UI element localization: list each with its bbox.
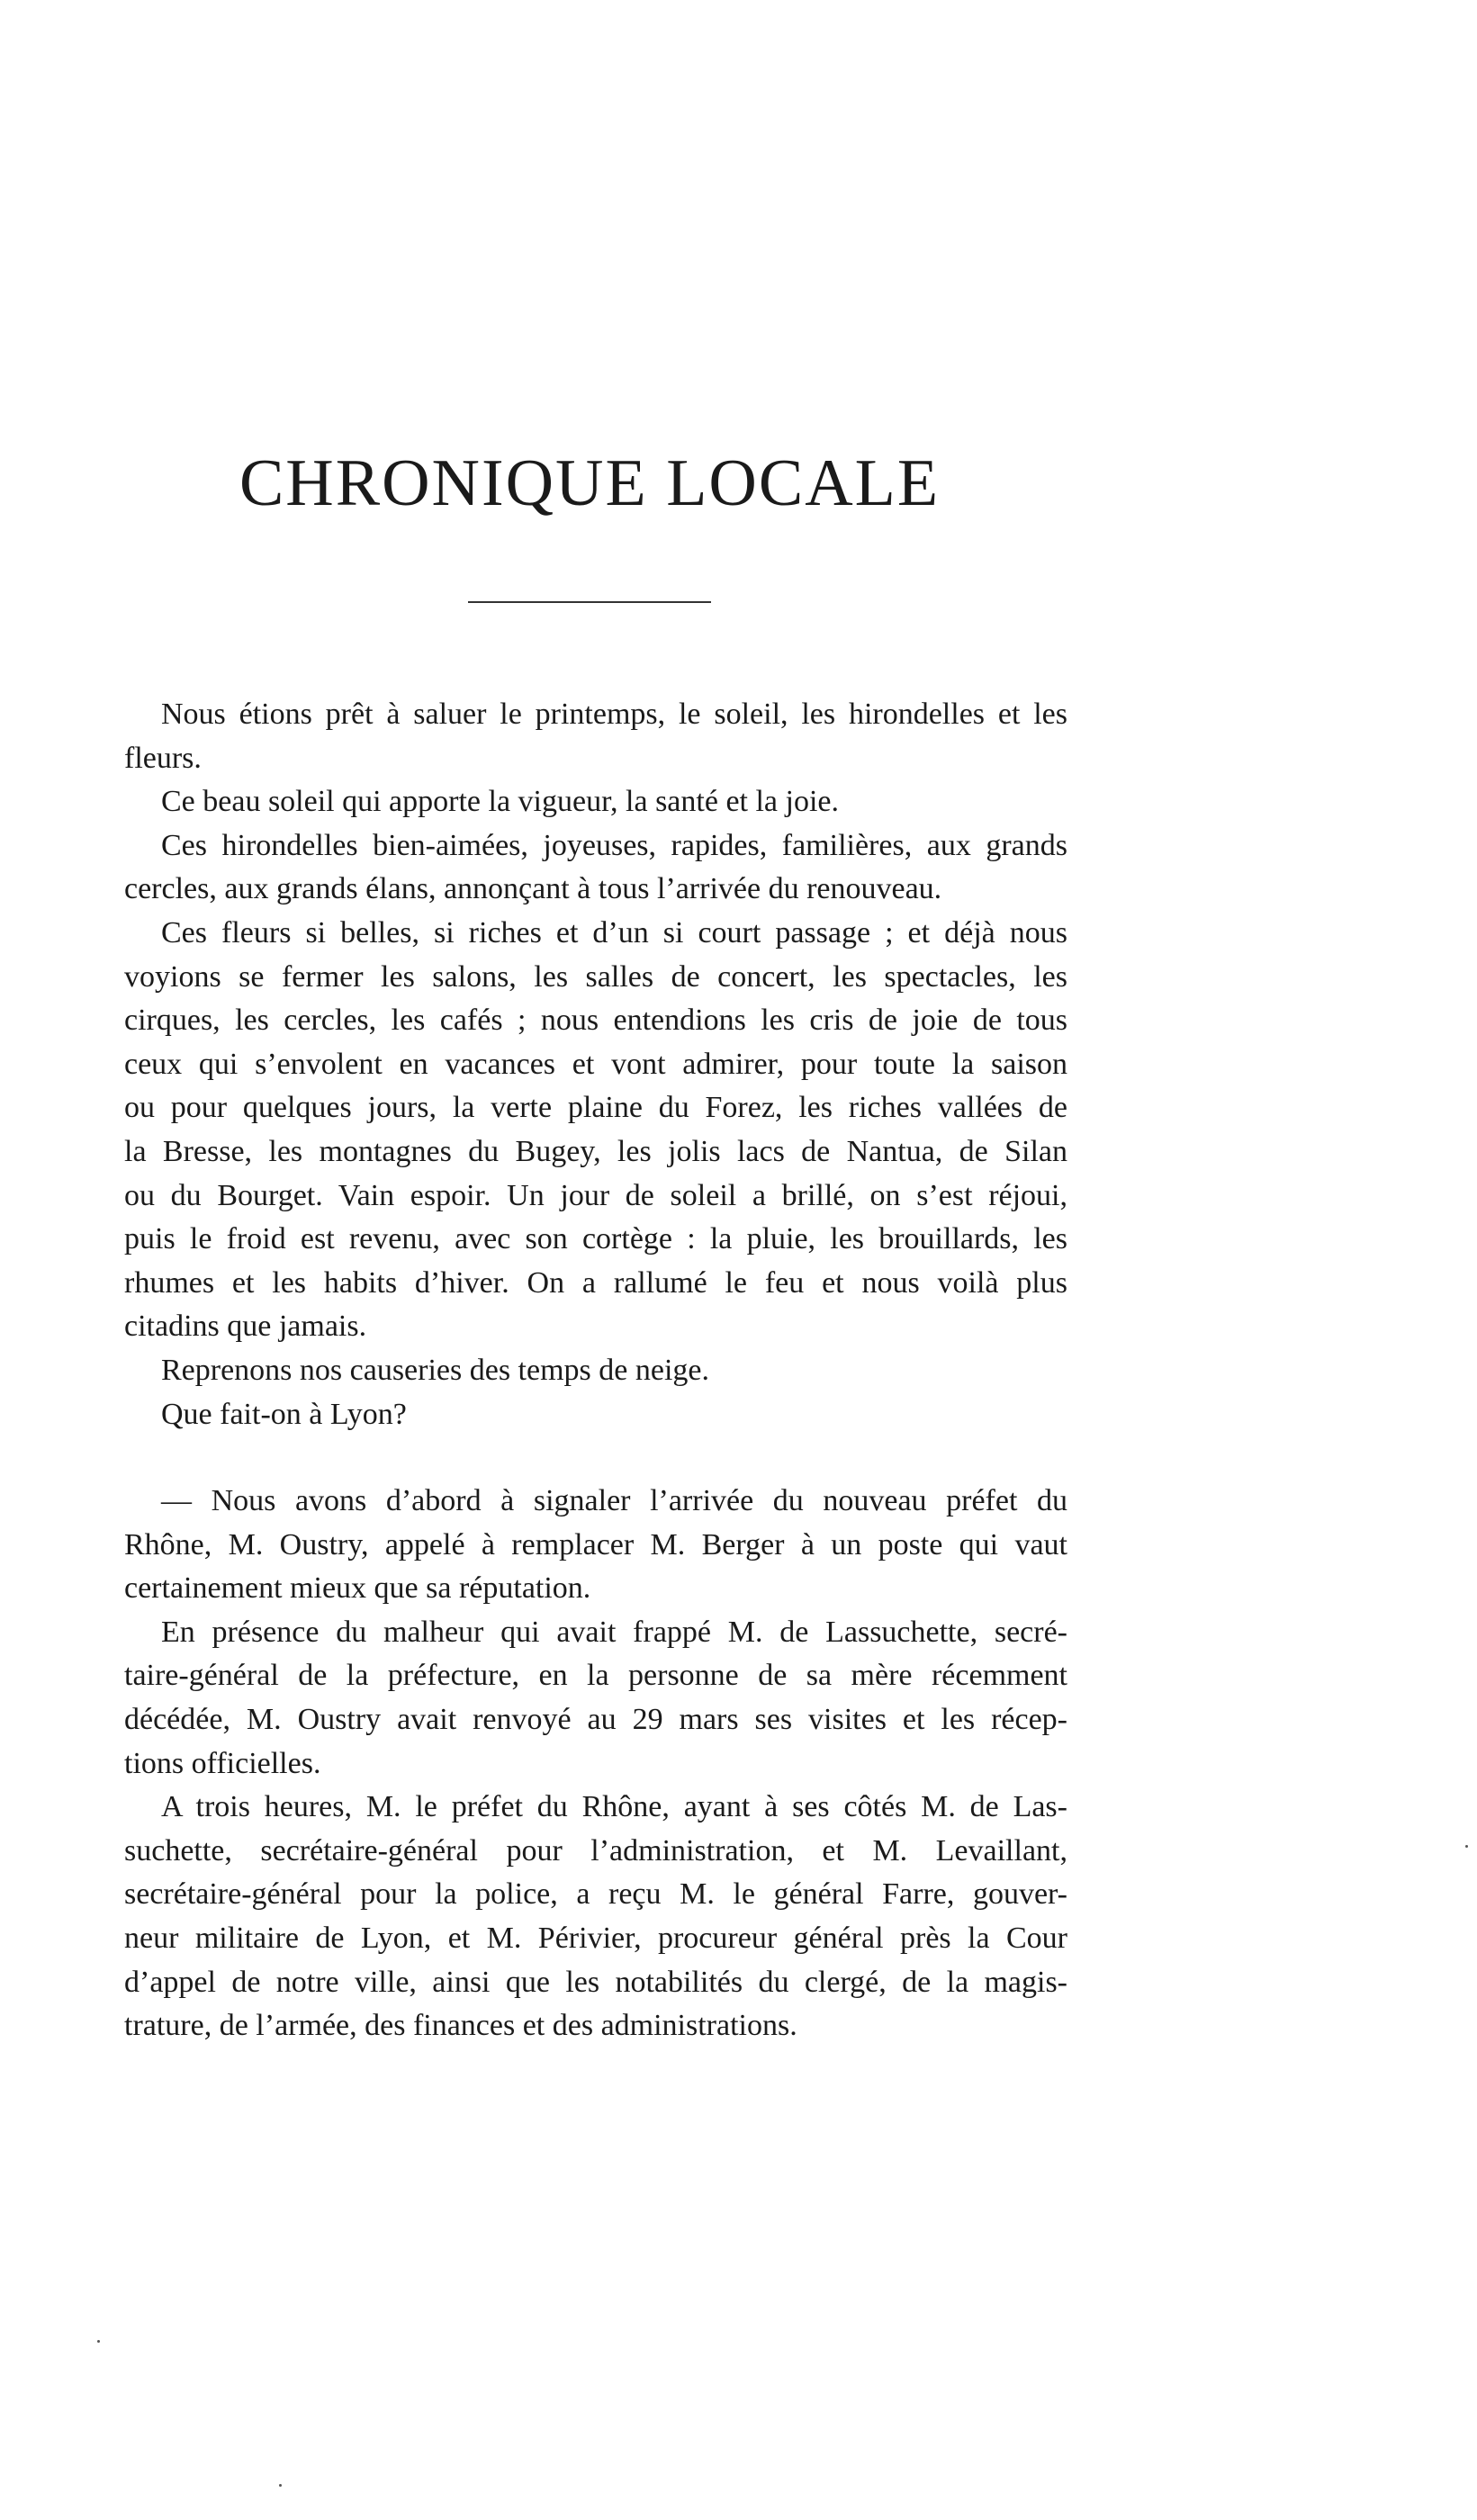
text-line: neur militaire de Lyon, et M. Périvier, procureur général près la Cour: [124, 1922, 1067, 1956]
text-line: Nous étions prêt à saluer le printemps, le soleil, les hirondelles et les: [161, 698, 1067, 731]
text-line: secrétaire-général pour la police, a reçu M. le général Farre, gouver-: [124, 1877, 1067, 1912]
text-line: ceux qui s’envolent en vacances et vont admirer, pour toute la saison: [124, 1047, 1067, 1081]
text-line: décédée, M. Oustry avait renvoyé au 29 mars ses visites et les récep-: [124, 1703, 1067, 1737]
text-line: taire-général de la préfecture, en la personne de sa mère récemment: [124, 1659, 1067, 1693]
text-line: certainement mieux que sa réputation.: [124, 1571, 591, 1606]
paragraph-gap: [124, 1436, 1067, 1480]
text-line: cirques, les cercles, les cafés ; nous entendions les cris de joie de tous: [124, 1004, 1067, 1038]
text-line: d’appel de notre ville, ainsi que les notabilités du clergé, de la magis-: [124, 1965, 1067, 1999]
page-title: CHRONIQUE LOCALE: [239, 446, 941, 520]
text-line: Rhône, M. Oustry, appelé à remplacer M. Berger à un poste qui vaut: [124, 1527, 1067, 1562]
text-line: ou du Bourget. Vain espoir. Un jour de soleil a brillé, on s’est réjoui,: [124, 1178, 1067, 1212]
text-line: cercles, aux grands élans, annonçant à tous l’arrivée du renouveau.: [124, 872, 942, 906]
text-line: suchette, secrétaire-général pour l’administration, et M. Levaillant,: [124, 1833, 1067, 1868]
text-line: voyions se fermer les salons, les salles de concert, les spectacles, les: [124, 959, 1067, 994]
paper-speck: [1465, 1845, 1468, 1848]
text-line: Que fait-on à Lyon?: [161, 1397, 407, 1431]
paper-speck: [279, 2484, 282, 2487]
text-line: tions officielles.: [124, 1746, 321, 1780]
text-line: trature, de l’armée, des finances et des administrations.: [124, 2009, 797, 2043]
title-divider: [468, 601, 711, 603]
text-line: Ce beau soleil qui apporte la vigueur, la santé et la joie.: [161, 785, 839, 819]
text-line: puis le froid est revenu, avec son cortège : la pluie, les brouillards, les: [124, 1222, 1067, 1256]
text-line: rhumes et les habits d’hiver. On a rallumé le feu et nous voilà plus: [124, 1265, 1067, 1300]
text-line: ou pour quelques jours, la verte plaine du Forez, les riches vallées de: [124, 1091, 1067, 1125]
text-line: Ces fleurs si belles, si riches et d’un si court passage ; et déjà nous: [161, 915, 1067, 950]
text-line: — Nous avons d’abord à signaler l’arrivée du nouveau préfet du: [161, 1484, 1067, 1518]
text-line: En présence du malheur qui avait frappé M. de Lassuchette, secré-: [161, 1615, 1067, 1649]
article-body: [124, 693, 1067, 2048]
paper-speck: [97, 2340, 100, 2343]
text-line: la Bresse, les montagnes du Bugey, les jolis lacs de Nantua, de Silan: [124, 1134, 1067, 1168]
text-line: citadins que jamais.: [124, 1310, 367, 1344]
text-line: A trois heures, M. le préfet du Rhône, ayant à ses côtés M. de Las-: [161, 1790, 1067, 1824]
text-line: fleurs.: [124, 741, 202, 775]
text-line: Ces hirondelles bien-aimées, joyeuses, rapides, familières, aux grands: [161, 828, 1067, 862]
text-line: Reprenons nos causeries des temps de neige.: [161, 1353, 709, 1387]
